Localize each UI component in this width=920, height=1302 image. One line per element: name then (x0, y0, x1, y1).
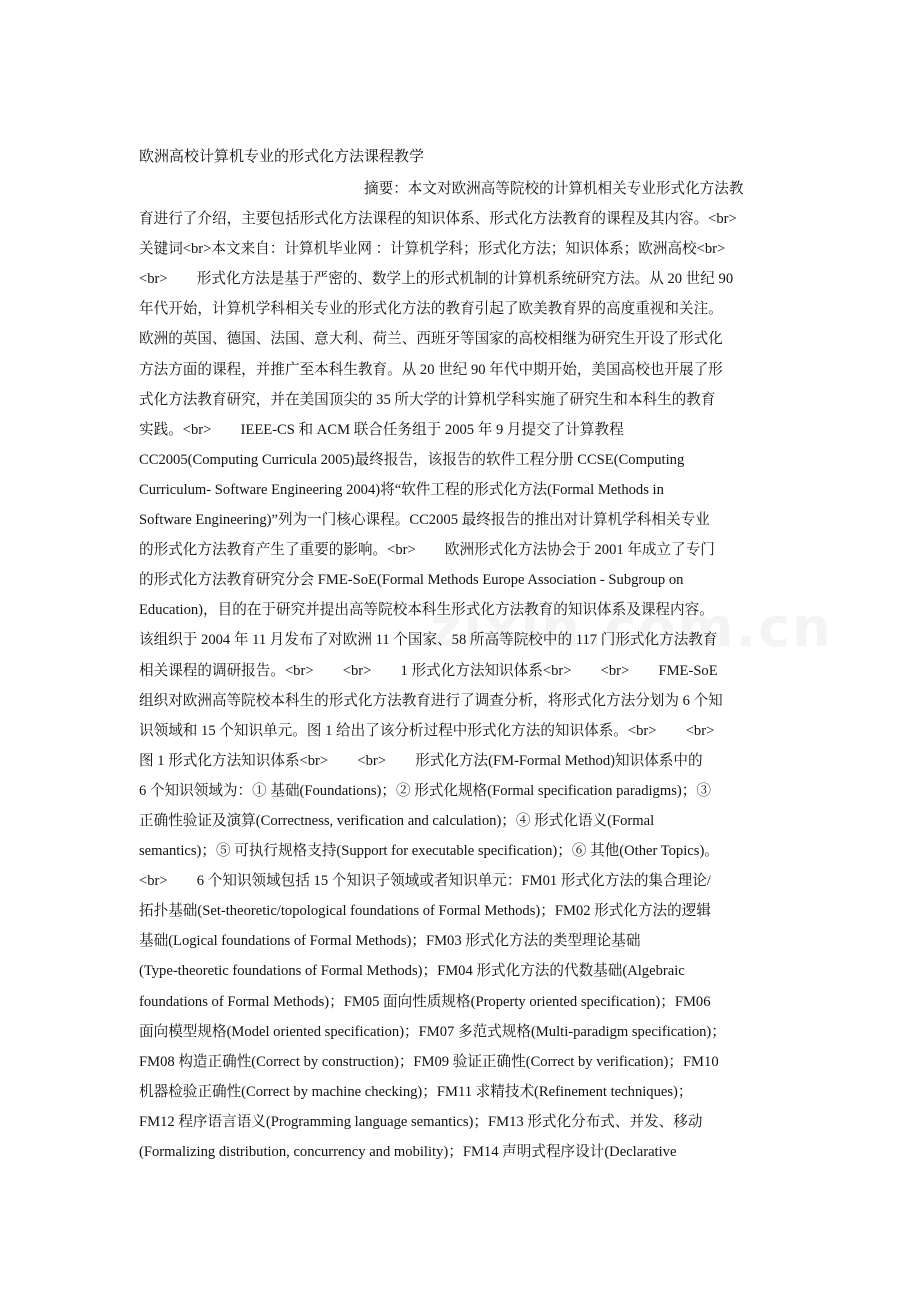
text-line: semantics)；⑤ 可执行规格支持(Support for executable specification)；⑥ 其他(Other Topics)。 (139, 843, 719, 860)
text-line: 关键词<br>本文来自：计算机毕业网 ：计算机学科；形式化方法；知识体系；欧洲高校<br> (139, 241, 726, 258)
text-line: 拓扑基础(Set-theoretic/topological foundations of Formal Methods)；FM02 形式化方法的逻辑 (139, 903, 711, 920)
text-line: FM08 构造正确性(Correct by construction)；FM09 验证正确性(Correct by verification)；FM10 (139, 1053, 719, 1070)
text-line: CC2005(Computing Curricula 2005)最终报告，该报告的软件工程分册 CCSE(Computing (139, 451, 685, 468)
text-line: (Type-theoretic foundations of Formal Methods)；FM04 形式化方法的代数基础(Algebraic (139, 963, 685, 980)
text-line: 式化方法教育研究，并在美国顶尖的 35 所大学的计算机学科实施了研究生和本科生的教育 (139, 391, 716, 408)
document-title: 欧洲高校计算机专业的形式化方法课程教学 (139, 149, 425, 165)
text-line: 的形式化方法教育研究分会 FME-SoE(Formal Methods Europe Association - Subgroup on (139, 572, 684, 589)
text-line: Software Engineering)”列为一门核心课程。CC2005 最终报告的推出对计算机学科相关专业 (139, 512, 710, 529)
text-line: 实践。<br> IEEE-CS 和 ACM 联合任务组于 2005 年 9 月提交了计算教程 (139, 421, 624, 438)
text-line: 的形式化方法教育产生了重要的影响。<br> 欧洲形式化方法协会于 2001 年成立了专门 (139, 542, 715, 559)
text-line: 育进行了介绍，主要包括形式化方法课程的知识体系、形式化方法教育的课程及其内容。<br> (139, 211, 737, 228)
text-line: 面向模型规格(Model oriented specification)；FM07 多范式规格(Multi-paradigm specification)； (139, 1023, 726, 1040)
text-line: 图 1 形式化方法知识体系<br> <br> 形式化方法(FM-Formal Method)知识体系中的 (139, 752, 703, 769)
text-line: 摘要：本文对欧洲高等院校的计算机相关专业形式化方法教 (364, 181, 744, 197)
text-line: 年代开始，计算机学科相关专业的形式化方法的教育引起了欧美教育界的高度重视和关注。 (139, 301, 723, 318)
text-line: Education)，目的在于研究并提出高等院校本科生形式化方法教育的知识体系及课程内容。 (139, 602, 714, 619)
text-line: 6 个知识领域为：① 基础(Foundations)；② 形式化规格(Formal specification paradigms)；③ (139, 782, 711, 799)
text-line: 该组织于 2004 年 11 月发布了对欧洲 11 个国家、58 所高等院校中的 117 门形式化方法教育 (139, 632, 718, 649)
text-line: 欧洲的英国、德国、法国、意大利、荷兰、西班牙等国家的高校相继为研究生开设了形式化 (139, 331, 723, 348)
text-line: <br> 6 个知识领域包括 15 个知识子领域或者知识单元：FM01 形式化方法的集合理论/ (139, 873, 711, 890)
text-line: 机器检验正确性(Correct by machine checking)；FM11 求精技术(Refinement techniques)； (139, 1083, 693, 1100)
text-line: (Formalizing distribution, concurrency and mobility)；FM14 声明式程序设计(Declarative (139, 1144, 677, 1160)
text-line: 相关课程的调研报告。<br> <br> 1 形式化方法知识体系<br> <br> FME-SoE (139, 662, 718, 679)
text-line: 正确性验证及演算(Correctness, verification and calculation)；④ 形式化语义(Formal (139, 812, 655, 829)
text-line: 组织对欧洲高等院校本科生的形式化方法教育进行了调查分析，将形式化方法分划为 6 个知 (139, 692, 723, 709)
text-line: 识领域和 15 个知识单元。图 1 给出了该分析过程中形式化方法的知识体系。<br> <br> (139, 722, 715, 739)
text-line: Curriculum- Software Engineering 2004)将“软件工程的形式化方法(Formal Methods in (139, 481, 664, 498)
text-line: FM12 程序语言语义(Programming language semantics)；FM13 形式化分布式、并发、移动 (139, 1113, 703, 1130)
text-line: foundations of Formal Methods)；FM05 面向性质规格(Property oriented specification)；FM06 (139, 993, 711, 1010)
text-line: <br> 形式化方法是基于严密的、数学上的形式机制的计算机系统研究方法。从 20 世纪 90 (139, 271, 734, 288)
text-line: 基础(Logical foundations of Formal Methods)；FM03 形式化方法的类型理论基础 (139, 933, 641, 950)
document-body (139, 174, 785, 1167)
text-line: 方法方面的课程，并推广至本科生教育。从 20 世纪 90 年代中期开始，美国高校也开展了形 (139, 361, 723, 378)
